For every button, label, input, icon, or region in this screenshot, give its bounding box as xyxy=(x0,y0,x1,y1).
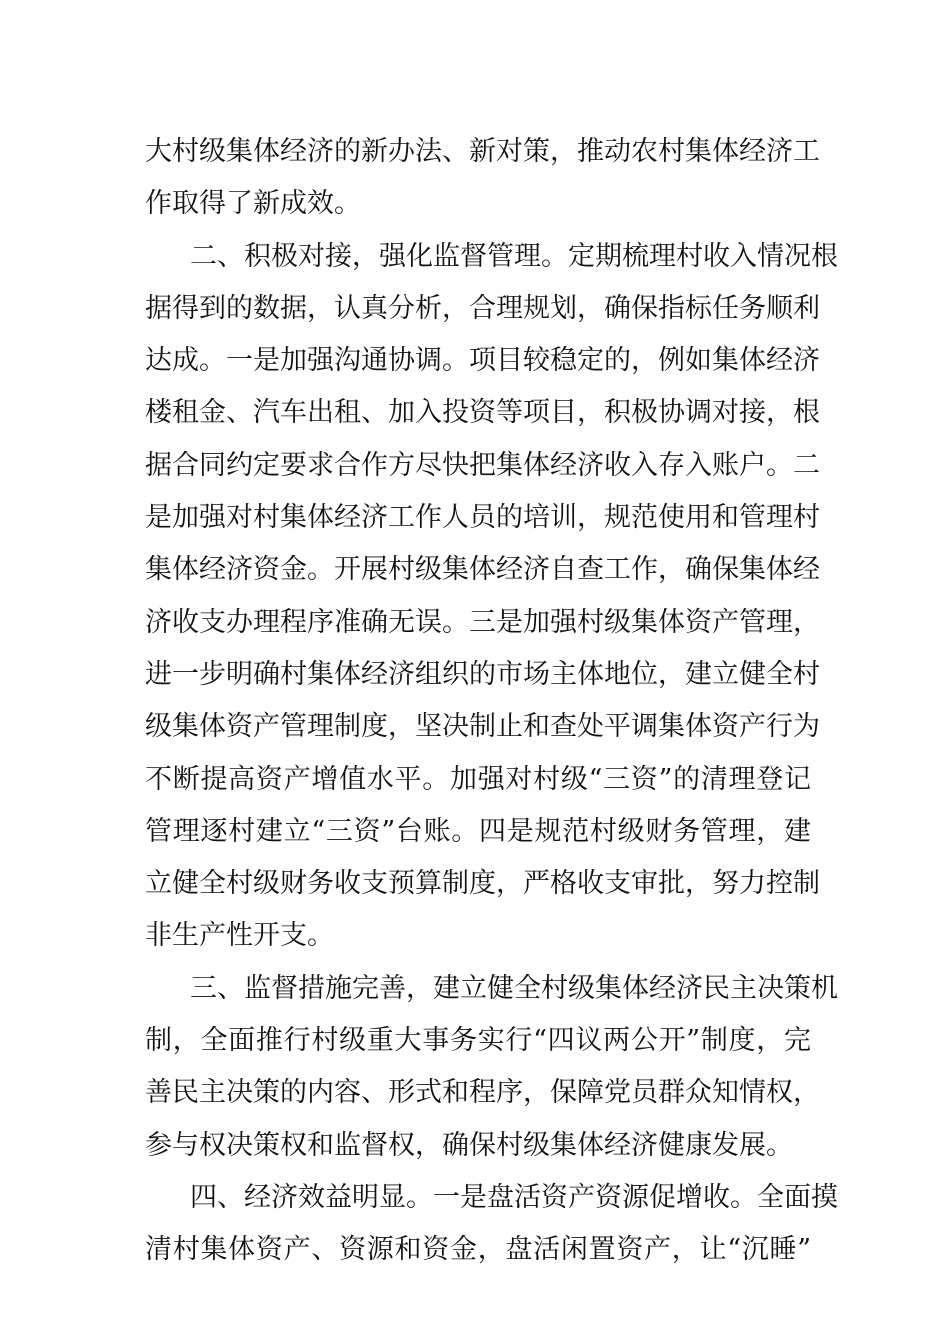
text-line: 参与权决策权和监督权，确保村级集体经济健康发展。 xyxy=(145,1129,793,1161)
text-line: 级集体资产管理制度，坚决制止和查处平调集体资产行为 xyxy=(145,711,820,743)
text-line: 作取得了新成效。 xyxy=(145,188,361,220)
section-heading-line: 二、积极对接，强化监督管理。定期梳理村收入情况根 xyxy=(190,240,838,272)
text-line: 立健全村级财务收支预算制度，严格收支审批，努力控制 xyxy=(145,868,820,900)
section-heading-line: 三、监督措施完善，建立健全村级集体经济民主决策机 xyxy=(190,972,838,1004)
text-line: 据得到的数据，认真分析，合理规划，确保指标任务顺利 xyxy=(145,292,820,324)
text-line: 清村集体资产、资源和资金，盘活闲置资产，让“沉睡” xyxy=(145,1234,811,1266)
body-text xyxy=(145,126,838,1277)
text-line: 是加强对村集体经济工作人员的培训，规范使用和管理村 xyxy=(145,502,820,534)
text-line: 管理逐村建立“三资”台账。四是规范村级财务管理，建 xyxy=(145,815,811,847)
text-line: 善民主决策的内容、形式和程序，保障党员群众知情权， xyxy=(145,1077,820,1109)
section-heading-line: 四、经济效益明显。一是盘活资产资源促增收。全面摸 xyxy=(190,1181,838,1213)
text-line: 不断提高资产增值水平。加强对村级“三资”的清理登记 xyxy=(145,763,811,795)
text-line: 非生产性开支。 xyxy=(145,920,334,952)
text-line: 集体经济资金。开展村级集体经济自查工作，确保集体经 xyxy=(145,554,820,586)
text-line: 济收支办理程序准确无误。三是加强村级集体资产管理， xyxy=(145,606,820,638)
text-line: 制，全面推行村级重大事务实行“四议两公开”制度，完 xyxy=(145,1025,811,1057)
text-line: 进一步明确村集体经济组织的市场主体地位，建立健全村 xyxy=(145,658,820,690)
text-line: 据合同约定要求合作方尽快把集体经济收入存入账户。二 xyxy=(145,449,820,481)
text-line: 大村级集体经济的新办法、新对策，推动农村集体经济工 xyxy=(145,136,820,167)
text-line: 楼租金、汽车出租、加入投资等项目，积极协调对接，根 xyxy=(145,397,820,429)
text-line: 达成。一是加强沟通协调。项目较稳定的，例如集体经济 xyxy=(145,345,820,377)
